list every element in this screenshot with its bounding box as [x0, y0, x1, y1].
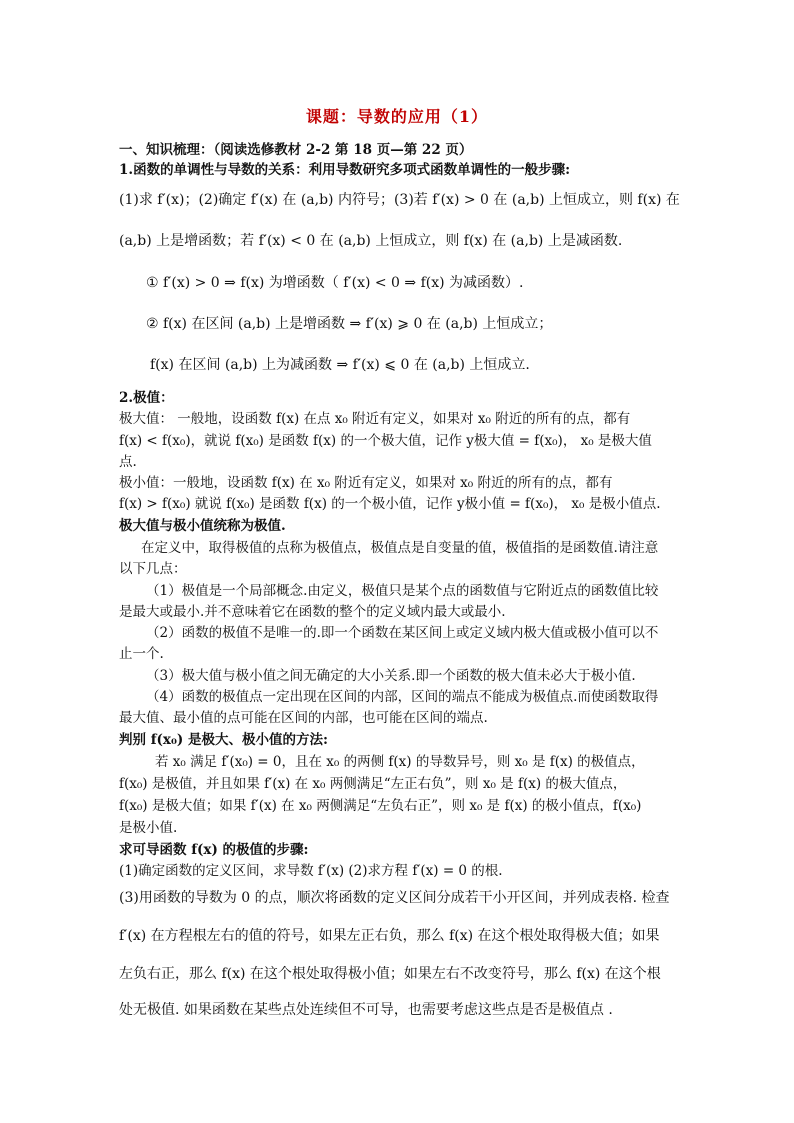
note-1-line-2: 是最大或最小.并不意味着它在函数的整个的定义域内最大或最小.: [119, 604, 506, 620]
note-3: （3）极大值与极小值之间无确定的大小关系.即一个函数的极大值未必大于极小值.: [146, 668, 636, 684]
note-1-line-1: （1）极值是一个局部概念.由定义，极值只是某个点的函数值与它附近点的函数值比较: [146, 583, 659, 599]
page-title: 课题：导数的应用（1）: [305, 107, 489, 126]
subheading-extremum: 2.极值：: [119, 390, 174, 406]
note-2-line-1: （2）函数的极值不是唯一的.即一个函数在某区间上或定义域内极大值或极小值可以不: [146, 625, 659, 641]
section-heading-knowledge: 一、知识梳理：（阅读选修教材 2-2 第 18 页—第 22 页）: [119, 142, 473, 158]
rule-3: f(x) 在区间 (a,b) 上为减函数 ⇒ f′(x) ⩽ 0 在 (a,b) 上恒成立.: [150, 357, 530, 373]
steps-line-2: (3)用函数的导数为 0 的点，顺次将函数的定义区间分成若干小开区间，并列成表格. 检查: [119, 890, 670, 906]
max-definition-line-1: 极大值： 一般地，设函数 f(x) 在点 x₀ 附近有定义，如果对 x₀ 附近的所有的点，都有: [119, 411, 631, 427]
steps-line-3: f′(x) 在方程根左右的值的符号，如果左正右负，那么 f(x) 在这个根处取得极大值；如果: [119, 928, 660, 944]
monotonicity-steps-line-1: (1)求 f′(x)；(2)确定 f′(x) 在 (a,b) 内符号；(3)若 f′(x) > 0 在 (a,b) 上恒成立，则 f(x) 在: [119, 192, 680, 208]
note-4-line-1: （4）函数的极值点一定出现在区间的内部，区间的端点不能成为极值点.而使函数取得: [146, 689, 659, 705]
rule-2: ② f(x) 在区间 (a,b) 上是增函数 ⇒ f′(x) ⩾ 0 在 (a,b) 上恒成立；: [146, 316, 553, 332]
steps-line-5: 处无极值. 如果函数在某些点处连续但不可导，也需要考虑这些点是否是极值点 .: [119, 1002, 613, 1018]
notes-intro-line-1: 在定义中，取得极值的点称为极值点，极值点是自变量的值，极值指的是函数值.请注意: [141, 540, 659, 556]
min-definition-line-2: f(x) > f(x₀) 就说 f(x₀) 是函数 f(x) 的一个极小值，记作 y极小值 = f(x₀)， x₀ 是极小值点.: [119, 496, 661, 512]
judgment-line-3: f(x₀) 是极大值；如果 f′(x) 在 x₀ 两侧满足“左负右正”，则 x₀ 是 f(x) 的极小值点，f(x₀): [119, 798, 642, 814]
steps-line-1: (1)确定函数的定义区间，求导数 f′(x) (2)求方程 f′(x) = 0 的根.: [119, 863, 503, 879]
subheading-steps: 求可导函数 f(x) 的极值的步骤:: [119, 842, 309, 858]
judgment-line-1: 若 x₀ 满足 f′(x₀) = 0，且在 x₀ 的两侧 f(x) 的导数异号，则 x₀ 是 f(x) 的极值点，: [155, 754, 645, 770]
judgment-line-2: f(x₀) 是极值，并且如果 f′(x) 在 x₀ 两侧满足“左正右负”，则 x₀ 是 f(x) 的极大值点，: [119, 776, 627, 792]
extremum-summary: 极大值与极小值统称为极值.: [119, 518, 286, 534]
steps-line-4: 左负右正，那么 f(x) 在这个根处取得极小值；如果左右不改变符号，那么 f(x) 在这个根: [119, 966, 661, 982]
judgment-line-4: 是极小值.: [119, 820, 178, 836]
note-2-line-2: 止一个.: [119, 646, 164, 662]
subheading-monotonicity: 1.函数的单调性与导数的关系：利用导数研究多项式函数单调性的一般步骤:: [119, 162, 571, 178]
rule-1: ① f′(x) > 0 ⇒ f(x) 为增函数（ f′(x) < 0 ⇒ f(x) 为减函数）.: [146, 275, 524, 291]
max-definition-line-3: 点.: [119, 454, 137, 470]
monotonicity-steps-line-2: (a,b) 上是增函数；若 f′(x) < 0 在 (a,b) 上恒成立，则 f(x) 在 (a,b) 上是减函数.: [119, 233, 623, 249]
max-definition-line-2: f(x) < f(x₀)，就说 f(x₀) 是函数 f(x) 的一个极大值，记作 y极大值 = f(x₀)， x₀ 是极大值: [119, 433, 652, 449]
notes-intro-line-2: 以下几点：: [119, 561, 187, 577]
note-4-line-2: 最大值、最小值的点可能在区间的内部，也可能在区间的端点.: [119, 710, 488, 726]
min-definition-line-1: 极小值：一般地，设函数 f(x) 在 x₀ 附近有定义，如果对 x₀ 附近的所有的点，都有: [119, 475, 613, 491]
subheading-judgment: 判别 f(x₀) 是极大、极小值的方法:: [119, 732, 328, 748]
